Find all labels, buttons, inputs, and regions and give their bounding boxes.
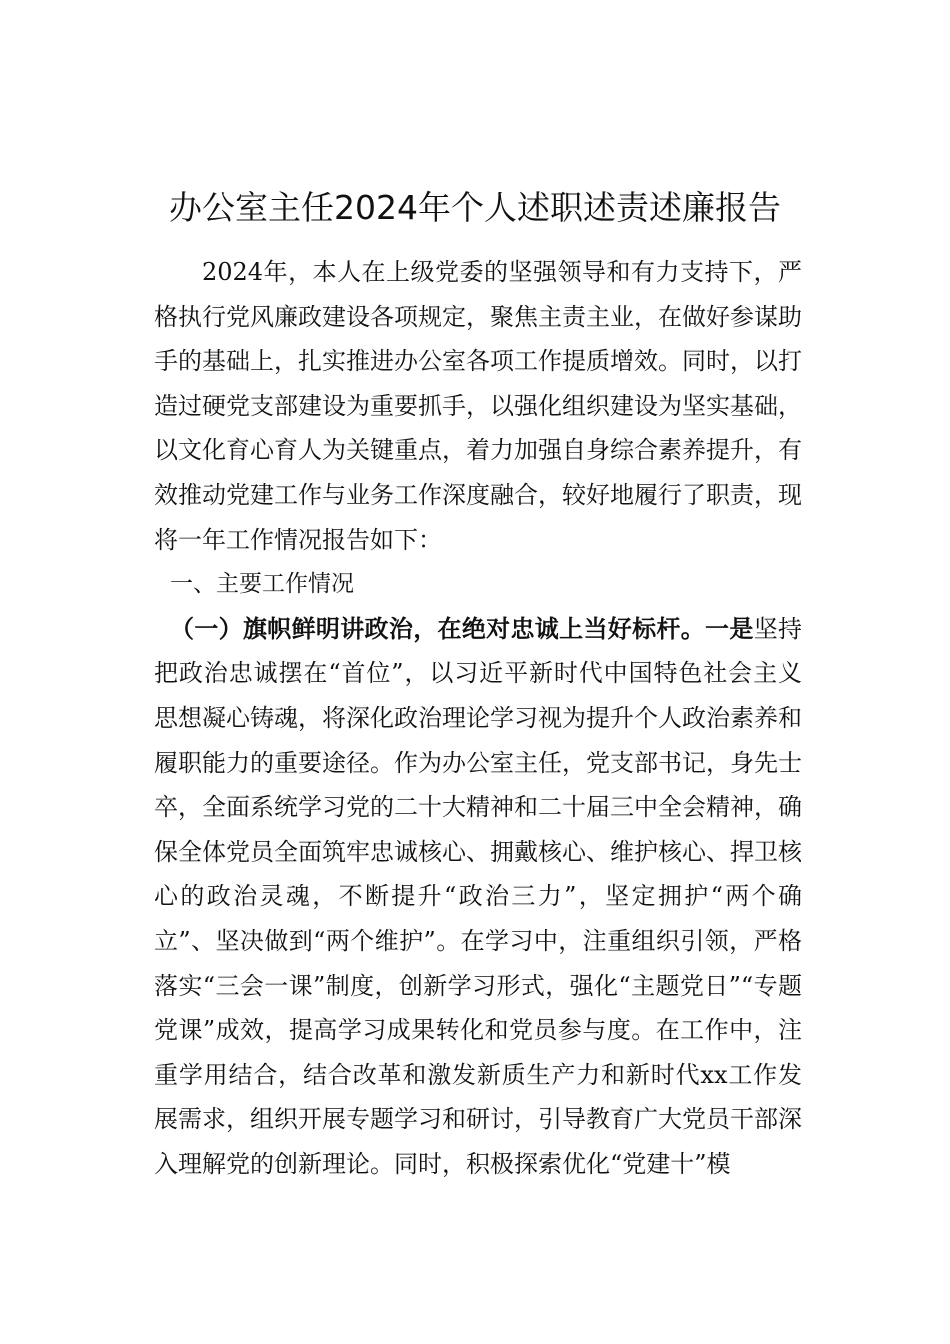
subsection-heading: （一）旗帜鲜明讲政治，在绝对忠诚上当好标杆。一是 bbox=[170, 613, 754, 643]
subsection-text: 坚持把政治忠诚摆在“首位”，以习近平新时代中国特色社会主义思想凝心铸魂，将深化政治理论学习视为提升个人政治素养和履职能力的重要途径。作为办公室主任，党支部书记，身先士卒，全面系统学习党的二十大精神和二十届三中全会精神，确保全体党员全面筑牢忠诚核心、拥戴核心、维护核心、捍卫核心的政治灵魂，不断提升“政治三力”，坚定拥护“两个确立”、坚决做到“两个维护”。在学习中，注重组织引领，严格落实“三会一课”制度，创新学习形式，强化“主题党日”“专题党课”成效，提高学习成果转化和党员参与度。在工作中，注重学用结合，结合改革和激发新质生产力和新时代xx工作发展需求，组织开展专题学习和研讨，引导教育广大党员干部深入理解党的创新理论。同时，积极探索优化“党建十”模 bbox=[154, 614, 803, 1178]
intro-paragraph: 2024年，本人在上级党委的坚强领导和有力支持下，严格执行党风廉政建设各项规定，聚焦主责主业，在做好参谋助手的基础上，扎实推进办公室各项工作提质增效。同时，以打造过硬党支部建设为重要抓手，以强化组织建设为坚实基础，以文化育心育人为关键重点，着力加强自身综合素养提升，有效推动党建工作与业务工作深度融合，较好地履行了职责，现将一年工作情况报告如下： bbox=[154, 258, 802, 554]
document-body bbox=[154, 250, 802, 1186]
section-heading: 一、主要工作情况 bbox=[170, 571, 354, 598]
document-title: 办公室主任2024年个人述职述责述廉报告 bbox=[169, 188, 781, 227]
subsection-paragraph bbox=[154, 607, 802, 1187]
